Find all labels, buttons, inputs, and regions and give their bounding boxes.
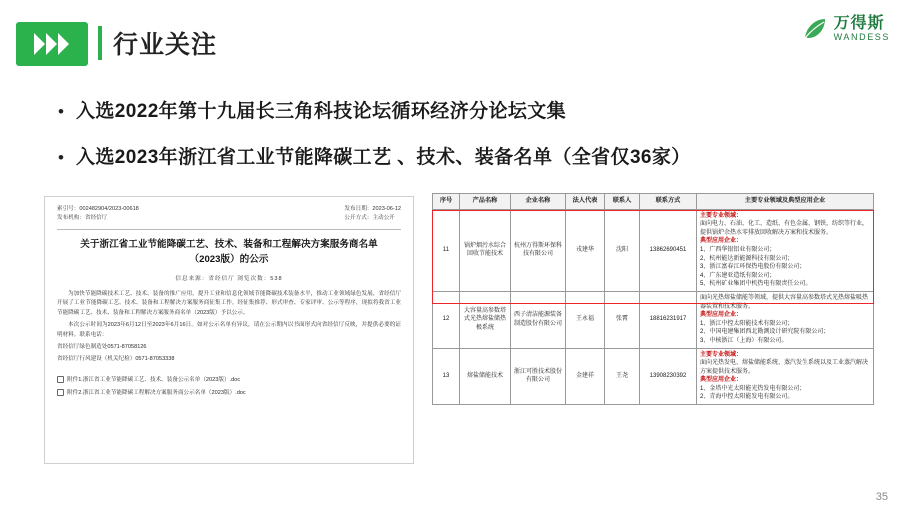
page-title-wrap bbox=[98, 25, 217, 61]
column-header-representative: 法人代表 bbox=[566, 194, 605, 210]
cases-list bbox=[700, 246, 870, 289]
document-paragraph: 为加快节能降碳技术工艺、技术、装备的推广应用，提升工业和信息化领域节能降碳技术装备水平，推动工业领域绿色发展，省经信厅开展了工业节能降碳工艺、技术、装备和工程解决方案服务商征集工作。经征集推荐、形式审查、专家评审、公示等程序，现拟将我省工业节能降碳工艺、技术、装备和工程解决方案服务商名单（2023版）予以公示。 bbox=[57, 291, 401, 316]
cell-field bbox=[697, 348, 874, 405]
logo-badge bbox=[16, 22, 88, 66]
cell-contact: 张霄 bbox=[605, 291, 640, 348]
cell-index: 11 bbox=[433, 209, 460, 291]
brand-name-cn: 万得斯 bbox=[833, 15, 885, 32]
document-meta-right bbox=[344, 205, 401, 223]
double-chevron-icon bbox=[34, 33, 70, 55]
attachment-label: 附件2.浙江省工业节能降碳工程解决方案服务商公示名单（2023版）.doc bbox=[67, 389, 246, 396]
cell-field bbox=[697, 209, 874, 291]
title-accent-bar bbox=[98, 26, 102, 60]
cell-field bbox=[697, 291, 874, 348]
case-item: 4、广东建亚造纸有限公司； bbox=[700, 272, 776, 279]
attachment-row[interactable] bbox=[57, 375, 401, 385]
bullet-text: 入选2023年浙江省工业节能降碳工艺 、技术、装备名单（全省仅36家） bbox=[76, 147, 691, 168]
document-subtitle: 信息来源：省经信厅 浏览次数：538 bbox=[175, 276, 283, 282]
table-row bbox=[433, 348, 874, 405]
table-body bbox=[433, 209, 874, 404]
cell-phone: 13908230392 bbox=[640, 348, 697, 405]
column-header-phone: 联系方式 bbox=[640, 194, 697, 210]
case-item: 2、中国电建集团西北勘测设计研究院有限公司； bbox=[700, 329, 830, 336]
document-attachments bbox=[57, 375, 401, 398]
attachment-label: 附件1.浙江省工业节能降碳工艺、技术、装备公示名单（2023版）.doc bbox=[67, 376, 241, 383]
cell-product: 大容量高参数塔式光热熔盐储热极系统 bbox=[460, 291, 511, 348]
doc-index-number: 索引号：002482904/2023-00618 bbox=[57, 206, 139, 212]
column-header-index: 序号 bbox=[433, 194, 460, 210]
document-body bbox=[57, 290, 401, 365]
case-item: 5、杭州矿业集团中机热电有限责任公司。 bbox=[700, 281, 812, 288]
paperclip-icon bbox=[57, 389, 64, 396]
field-description: 面向电力、石油、化工、造纸、有色金属、钢铁、纺织等行业，提供锅炉余热水零排放回收解决方案和技术服务。 bbox=[700, 221, 869, 236]
field-title: 主要专业领域： bbox=[700, 212, 743, 219]
doc-publish-date: 发布日期：2023-06-12 bbox=[344, 206, 401, 212]
cell-representative: 王永福 bbox=[566, 291, 605, 348]
brand-text bbox=[834, 16, 890, 42]
cases-title: 典型应用企业： bbox=[700, 238, 743, 245]
case-item: 1、广西华银铝业有限公司； bbox=[700, 246, 776, 253]
table-header-row bbox=[433, 194, 874, 210]
column-header-product: 产品名称 bbox=[460, 194, 511, 210]
cell-company: 西子清洁能源装备制造股份有限公司 bbox=[511, 291, 566, 348]
cell-company: 浙江可胜技术股份有限公司 bbox=[511, 348, 566, 405]
document-meta bbox=[57, 205, 401, 223]
bullet-list bbox=[58, 100, 698, 192]
leaf-icon bbox=[802, 16, 828, 42]
cell-index: 12 bbox=[433, 291, 460, 348]
industry-table bbox=[432, 193, 874, 405]
page-number: 35 bbox=[875, 491, 888, 503]
column-header-contact: 联系人 bbox=[605, 194, 640, 210]
divider bbox=[57, 229, 401, 230]
column-header-company: 企业名称 bbox=[511, 194, 566, 210]
table-row bbox=[433, 291, 874, 348]
document-meta-left bbox=[57, 205, 139, 223]
doc-disclosure-method: 公开方式：主动公开 bbox=[344, 215, 395, 221]
cell-contact: 沈阳 bbox=[605, 209, 640, 291]
industry-table-wrap bbox=[432, 193, 874, 405]
document-paragraph: 本次公示时间为2023年6月12日至2023年6月16日。如对公示名单有异议，请在公示期内以书面形式向省经信厅反映，并提供必要的证明材料。联系电话： bbox=[57, 322, 401, 338]
list-item bbox=[58, 100, 698, 124]
list-item bbox=[58, 146, 698, 170]
cell-company: 杭州万得斯环保科技有限公司 bbox=[511, 209, 566, 291]
doc-publisher: 发布机构：省经信厅 bbox=[57, 215, 108, 221]
field-description: 面向光热熔盐储能等领域，提供大容量高参数塔式光热熔盐吸热器装置和技术服务。 bbox=[700, 294, 869, 310]
cell-representative: 戎建华 bbox=[566, 209, 605, 291]
document-paragraph: 省经信厅行风建设（机关纪检）0571-87053338 bbox=[57, 356, 175, 363]
case-item: 3、中核浙江（上海）有限公司。 bbox=[700, 337, 788, 344]
cell-representative: 金建祥 bbox=[566, 348, 605, 405]
brand-name-en: WANDESS bbox=[833, 31, 890, 42]
case-item: 1、浙江中控太阳能技术有限公司； bbox=[700, 320, 794, 327]
table-header bbox=[433, 194, 874, 210]
cases-list bbox=[700, 320, 870, 346]
attachment-row[interactable] bbox=[57, 388, 401, 398]
cell-product: 锅炉烟污水综合回收节能技术 bbox=[460, 209, 511, 291]
cases-list bbox=[700, 385, 870, 402]
case-item: 1、金塔中光太阳能光热发电有限公司； bbox=[700, 385, 806, 392]
column-header-field: 主要专业领域及典型应用企业 bbox=[697, 194, 874, 210]
document-card bbox=[44, 196, 414, 464]
cell-index: 13 bbox=[433, 348, 460, 405]
document-title: 关于浙江省工业节能降碳工艺、技术、装备和工程解决方案服务商名单（2023版）的公示 bbox=[80, 239, 378, 265]
cases-title: 典型应用企业： bbox=[700, 312, 743, 319]
cell-contact: 王尧 bbox=[605, 348, 640, 405]
cell-product: 熔盐储能技术 bbox=[460, 348, 511, 405]
document-paragraph: 省经信厅绿色制造处0571-87058126 bbox=[57, 344, 147, 351]
page-title: 行业关注 bbox=[113, 31, 218, 59]
cell-phone: 18816231917 bbox=[640, 291, 697, 348]
cases-title: 典型应用企业： bbox=[700, 377, 743, 384]
slide-header bbox=[0, 0, 908, 78]
paperclip-icon bbox=[57, 376, 64, 383]
field-description: 面向光热发电、熔盐储能系统、蒸汽发生系统以及工业蒸汽解决方案提供技术服务。 bbox=[700, 360, 869, 375]
bullet-marker: • bbox=[58, 148, 64, 167]
cell-phone: 13862690451 bbox=[640, 209, 697, 291]
case-item: 3、浙江富春江环保热电股份有限公司； bbox=[700, 264, 806, 271]
field-title: 主要专业领域： bbox=[700, 351, 743, 358]
bullet-text: 入选2022年第十九届长三角科技论坛循环经济分论坛文集 bbox=[76, 101, 567, 122]
case-item: 2、青海中控太阳能发电有限公司。 bbox=[700, 394, 794, 401]
table-row bbox=[433, 209, 874, 291]
case-item: 2、杭州能达新能源科技有限公司； bbox=[700, 255, 794, 262]
brand-logo bbox=[802, 16, 890, 42]
bullet-marker: • bbox=[58, 102, 64, 121]
